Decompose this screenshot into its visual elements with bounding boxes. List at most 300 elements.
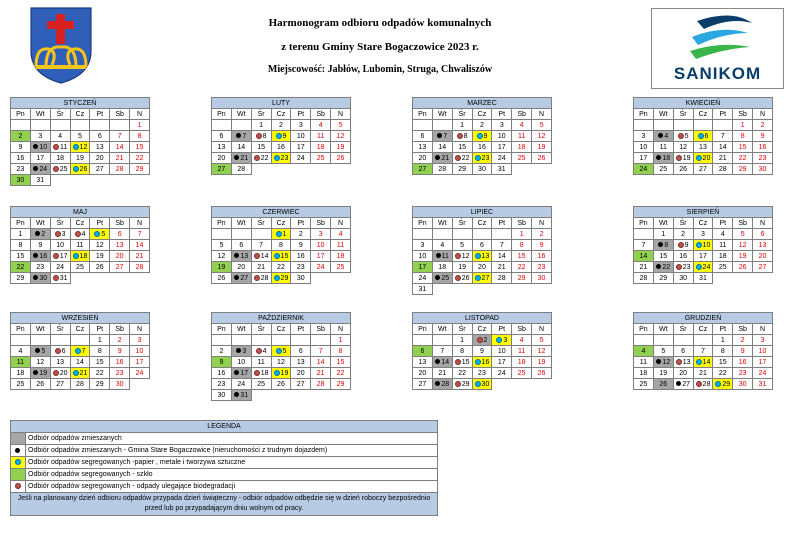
month-name: MARZEC [413,98,552,109]
day-cell: 16 [472,357,492,368]
day-cell: 30 [291,273,311,284]
day-cell: 9 [472,346,492,357]
day-cell: 23 [271,153,291,164]
day-cell: 8 [452,346,472,357]
day-cell: 22 [653,262,673,273]
day-cell: 7 [110,131,130,142]
weekday-header: Pt [90,324,110,335]
day-cell: 24 [231,379,251,390]
day-cell: 7 [70,346,90,357]
day-cell: 27 [472,273,492,284]
day-cell: 24 [50,262,70,273]
day-cell: 30 [11,175,31,186]
weekday-header: Wt [231,218,251,229]
day-cell: 30 [532,273,552,284]
cyan-dot-icon [475,155,481,161]
day-cell: 18 [432,262,452,273]
weekday-header: Wt [30,324,50,335]
cyan-dot-icon [696,264,702,270]
day-cell: 7 [231,131,251,142]
day-cell: 6 [413,346,433,357]
empty-cell [634,335,654,346]
black-dot-icon [656,155,661,160]
day-cell: 18 [512,142,532,153]
day-cell: 18 [11,368,31,379]
day-cell: 28 [634,273,654,284]
weekday-header: Wt [432,218,452,229]
day-cell: 31 [492,164,512,175]
day-cell: 20 [50,368,70,379]
day-cell: 17 [50,251,70,262]
day-cell: 23 [110,368,130,379]
weekday-header: N [331,324,351,335]
day-cell: 10 [693,240,713,251]
month-calendar [10,97,150,186]
day-cell: 1 [653,229,673,240]
day-cell: 28 [251,273,271,284]
day-cell: 12 [532,131,552,142]
day-cell: 15 [271,251,291,262]
cyan-dot-icon [475,359,481,365]
day-cell: 7 [492,240,512,251]
day-cell: 25 [512,368,532,379]
day-cell: 21 [130,251,150,262]
day-cell: 1 [452,120,472,131]
day-cell: 30 [472,379,492,390]
day-cell: 8 [130,131,150,142]
month-calendar [633,206,773,284]
day-cell: 6 [693,131,713,142]
empty-cell [673,120,693,131]
day-cell: 17 [492,142,512,153]
yellow-swatch [11,457,26,469]
weekday-header: Sb [512,218,532,229]
day-cell: 21 [432,368,452,379]
cyan-dot-icon [276,348,282,354]
empty-cell [70,120,90,131]
empty-cell [512,379,532,390]
brown-dot-icon [53,253,59,259]
black-dot-icon [676,381,681,386]
day-cell: 27 [413,379,433,390]
empty-cell [311,335,331,346]
weekday-header: Wt [653,324,673,335]
empty-cell [251,390,271,401]
black-dot-icon [435,155,440,160]
day-cell: 29 [713,379,733,390]
weekday-header: Śr [452,324,472,335]
month-calendar [633,97,773,175]
day-cell: 29 [653,273,673,284]
month-calendar [412,206,552,295]
day-cell: 7 [311,346,331,357]
month-name: STYCZEŃ [11,98,150,109]
empty-cell [130,379,150,390]
day-cell: 12 [331,131,351,142]
day-cell: 12 [532,346,552,357]
empty-cell [231,229,251,240]
day-cell: 12 [90,240,110,251]
day-cell: 31 [231,390,251,401]
cyan-dot-icon [75,348,81,354]
day-cell: 17 [413,262,433,273]
empty-cell [90,120,110,131]
day-cell: 1 [271,229,291,240]
day-cell: 3 [413,240,433,251]
day-cell: 12 [30,357,50,368]
day-cell: 14 [713,142,733,153]
day-cell: 6 [50,346,70,357]
day-cell: 26 [653,379,673,390]
day-cell: 17 [311,251,331,262]
empty-cell [271,164,291,175]
day-cell: 28 [70,379,90,390]
black-dot-icon [234,370,239,375]
cyan-dot-icon [496,337,502,343]
day-cell: 22 [713,368,733,379]
cyan-dot-icon [73,166,79,172]
weekday-header: Śr [50,218,70,229]
empty-cell [512,284,532,295]
day-cell: 10 [30,142,50,153]
day-cell: 19 [653,368,673,379]
company-name: SANIKOM [673,64,762,83]
weekday-header: Pn [413,218,433,229]
day-cell: 1 [331,335,351,346]
day-cell: 11 [713,240,733,251]
brown-dot-icon [455,275,461,281]
day-cell: 22 [733,153,753,164]
legend-item [11,433,438,445]
day-cell: 4 [11,346,31,357]
day-cell: 3 [30,131,50,142]
day-cell: 26 [331,153,351,164]
day-cell: 19 [532,357,552,368]
brown-dot-icon [678,242,684,248]
brown-dot-icon [477,337,483,343]
weekday-header: Śr [673,218,693,229]
day-cell: 4 [653,131,673,142]
day-cell: 12 [673,142,693,153]
black-dot-icon [234,275,239,280]
day-cell: 11 [251,357,271,368]
day-cell: 11 [432,251,452,262]
black-dot-icon [658,242,663,247]
day-cell: 28 [432,379,452,390]
day-cell: 11 [653,142,673,153]
weekday-header: Śr [452,218,472,229]
empty-cell [231,335,251,346]
day-cell: 10 [130,346,150,357]
month-name: GRUDZIEŃ [634,313,773,324]
black-dot-icon [435,275,440,280]
day-cell: 23 [532,262,552,273]
day-cell: 10 [634,142,654,153]
weekday-header: Sb [311,218,331,229]
empty-cell [30,335,50,346]
brown-dot-icon [256,133,262,139]
day-cell: 27 [291,379,311,390]
day-cell: 21 [432,153,452,164]
weekday-header: Wt [653,218,673,229]
day-cell: 8 [512,240,532,251]
day-cell: 9 [472,131,492,142]
cyan-dot-icon [696,155,702,161]
empty-cell [512,164,532,175]
day-cell: 14 [130,240,150,251]
day-cell: 26 [90,262,110,273]
weekday-header: Pt [492,218,512,229]
sanikom-swoosh-icon [652,11,783,61]
month-name: LUTY [212,98,351,109]
day-cell: 18 [70,251,90,262]
empty-cell [11,120,31,131]
day-cell: 5 [331,120,351,131]
weekday-header: Cz [472,324,492,335]
legend-label: Odbiór odpadów zmieszanych - Gmina Stare Bogaczowice (nieruchomości z trudnym dojazdem) [26,445,438,457]
day-cell: 26 [212,273,232,284]
day-cell: 10 [50,240,70,251]
day-cell: 8 [90,346,110,357]
weekday-header: Pn [413,324,433,335]
weekday-header: Śr [673,324,693,335]
empty-cell [50,335,70,346]
day-cell: 13 [50,357,70,368]
empty-cell [432,229,452,240]
empty-cell [413,335,433,346]
weekday-header: N [331,218,351,229]
day-cell: 25 [331,262,351,273]
day-cell: 28 [110,164,130,175]
day-cell: 18 [331,251,351,262]
day-cell: 13 [110,240,130,251]
day-cell: 31 [753,379,773,390]
day-cell: 11 [634,357,654,368]
day-cell: 18 [50,153,70,164]
empty-cell [251,164,271,175]
day-cell: 16 [212,368,232,379]
brown-dot-icon [455,253,461,259]
legend-label: Odbiór odpadów segregowanych - szkło [26,469,438,481]
day-cell: 24 [130,368,150,379]
brown-dot-icon [457,133,463,139]
day-cell: 22 [271,262,291,273]
black-dot-icon [234,253,239,258]
legend-item [11,445,438,457]
day-cell: 14 [492,251,512,262]
day-cell: 29 [11,273,31,284]
weekday-header: Cz [693,324,713,335]
day-cell: 19 [452,262,472,273]
day-cell: 15 [130,142,150,153]
month-calendar [10,206,150,284]
month-name: LIPIEC [413,207,552,218]
day-cell: 29 [130,164,150,175]
weekday-header: Pt [291,109,311,120]
day-cell: 3 [291,120,311,131]
month-name: SIERPIEŃ [634,207,773,218]
weekday-header: N [753,218,773,229]
day-cell: 13 [753,240,773,251]
empty-cell [90,273,110,284]
cyan-dot-icon [276,231,282,237]
brown-dot-icon [676,155,682,161]
day-cell: 14 [432,142,452,153]
weekday-header: N [532,218,552,229]
empty-cell [50,120,70,131]
day-cell: 2 [291,229,311,240]
day-cell: 5 [673,131,693,142]
weekday-header: Sb [512,109,532,120]
day-cell: 5 [30,346,50,357]
day-cell: 21 [110,153,130,164]
weekday-header: Sb [733,109,753,120]
day-cell: 21 [231,153,251,164]
day-cell: 20 [472,262,492,273]
brown-dot-icon [53,166,59,172]
title-line-2: z terenu Gminy Stare Bogaczowice 2023 r. [281,41,479,53]
day-cell: 18 [634,368,654,379]
black-dot-icon [33,370,38,375]
month-calendar [10,312,150,390]
cyan-dot-icon [475,253,481,259]
empty-cell [472,284,492,295]
day-cell: 14 [110,142,130,153]
day-cell: 31 [693,273,713,284]
weekday-header: Wt [432,109,452,120]
day-cell: 28 [492,273,512,284]
day-cell: 16 [271,142,291,153]
day-cell: 13 [472,251,492,262]
weekday-header: N [753,324,773,335]
coat-of-arms [28,5,94,85]
day-cell: 21 [492,262,512,273]
day-cell: 10 [291,131,311,142]
day-cell: 4 [634,346,654,357]
day-cell: 21 [693,368,713,379]
day-cell: 17 [291,142,311,153]
day-cell: 23 [673,262,693,273]
day-cell: 27 [231,273,251,284]
day-cell: 30 [212,390,232,401]
day-cell: 12 [70,142,90,153]
holiday-note: Jeśli na planowany dzień odbioru odpadów przypada dzień świąteczny - odbiór odpadów odbędzie się w dzień roboczy bezpośrednio przed lub po przypadającym dniu wolnym od pracy. [11,493,438,516]
day-cell: 19 [532,142,552,153]
day-cell: 18 [251,368,271,379]
weekday-header: Pt [90,218,110,229]
day-cell: 23 [11,164,31,175]
day-cell: 3 [50,229,70,240]
day-cell: 12 [212,251,232,262]
day-cell: 2 [673,229,693,240]
weekday-header: Pt [492,324,512,335]
day-cell: 13 [413,142,433,153]
empty-cell [432,120,452,131]
weekday-header: Śr [251,109,271,120]
weekday-header: Pn [634,109,654,120]
weekday-header: Pn [413,109,433,120]
day-cell: 12 [653,357,673,368]
empty-cell [331,390,351,401]
month-name: LISTOPAD [413,313,552,324]
day-cell: 9 [291,240,311,251]
weekday-header: Pt [291,218,311,229]
day-cell: 4 [70,229,90,240]
green-swatch [11,469,26,481]
weekday-header: Pt [713,109,733,120]
day-cell: 17 [693,251,713,262]
day-cell: 14 [70,357,90,368]
day-cell: 1 [130,120,150,131]
empty-cell [413,229,433,240]
empty-cell [90,175,110,186]
day-cell: 20 [753,251,773,262]
day-cell: 28 [432,164,452,175]
gray-swatch [11,433,26,445]
legend-label: Odbiór odpadów segregowanych - odpady ulegające biodegradacji [26,481,438,493]
empty-cell [634,120,654,131]
day-cell: 25 [11,379,31,390]
day-cell: 2 [532,229,552,240]
day-cell: 24 [311,262,331,273]
day-cell: 23 [733,368,753,379]
cyan-dot-icon [73,253,79,259]
day-cell: 12 [271,357,291,368]
day-cell: 17 [30,153,50,164]
black-dot-icon [656,264,661,269]
day-cell: 24 [634,164,654,175]
day-cell: 23 [472,368,492,379]
black-dot-icon [11,445,26,457]
day-cell: 3 [311,229,331,240]
weekday-header: N [753,109,773,120]
day-cell: 2 [11,131,31,142]
day-cell: 1 [713,335,733,346]
day-cell: 31 [30,175,50,186]
day-cell: 29 [512,273,532,284]
day-cell: 9 [30,240,50,251]
brown-dot-icon [254,155,260,161]
day-cell: 15 [331,357,351,368]
cyan-dot-icon [715,381,721,387]
day-cell: 24 [492,368,512,379]
day-cell: 16 [291,251,311,262]
day-cell: 29 [271,273,291,284]
empty-cell [492,229,512,240]
day-cell: 15 [452,357,472,368]
day-cell: 2 [271,120,291,131]
day-cell: 17 [753,357,773,368]
empty-cell [472,229,492,240]
cyan-dot-icon [73,370,79,376]
weekday-header: Wt [30,109,50,120]
legend [10,420,438,516]
day-cell: 28 [130,262,150,273]
black-dot-icon [33,275,38,280]
black-dot-icon [236,348,241,353]
cyan-dot-icon [698,133,704,139]
day-cell: 15 [653,251,673,262]
brown-dot-icon [53,144,59,150]
day-cell: 16 [753,142,773,153]
day-cell: 15 [90,357,110,368]
day-cell: 17 [492,357,512,368]
day-cell: 4 [432,240,452,251]
day-cell: 21 [634,262,654,273]
day-cell: 4 [251,346,271,357]
day-cell: 4 [713,229,733,240]
weekday-header: Pn [212,218,232,229]
